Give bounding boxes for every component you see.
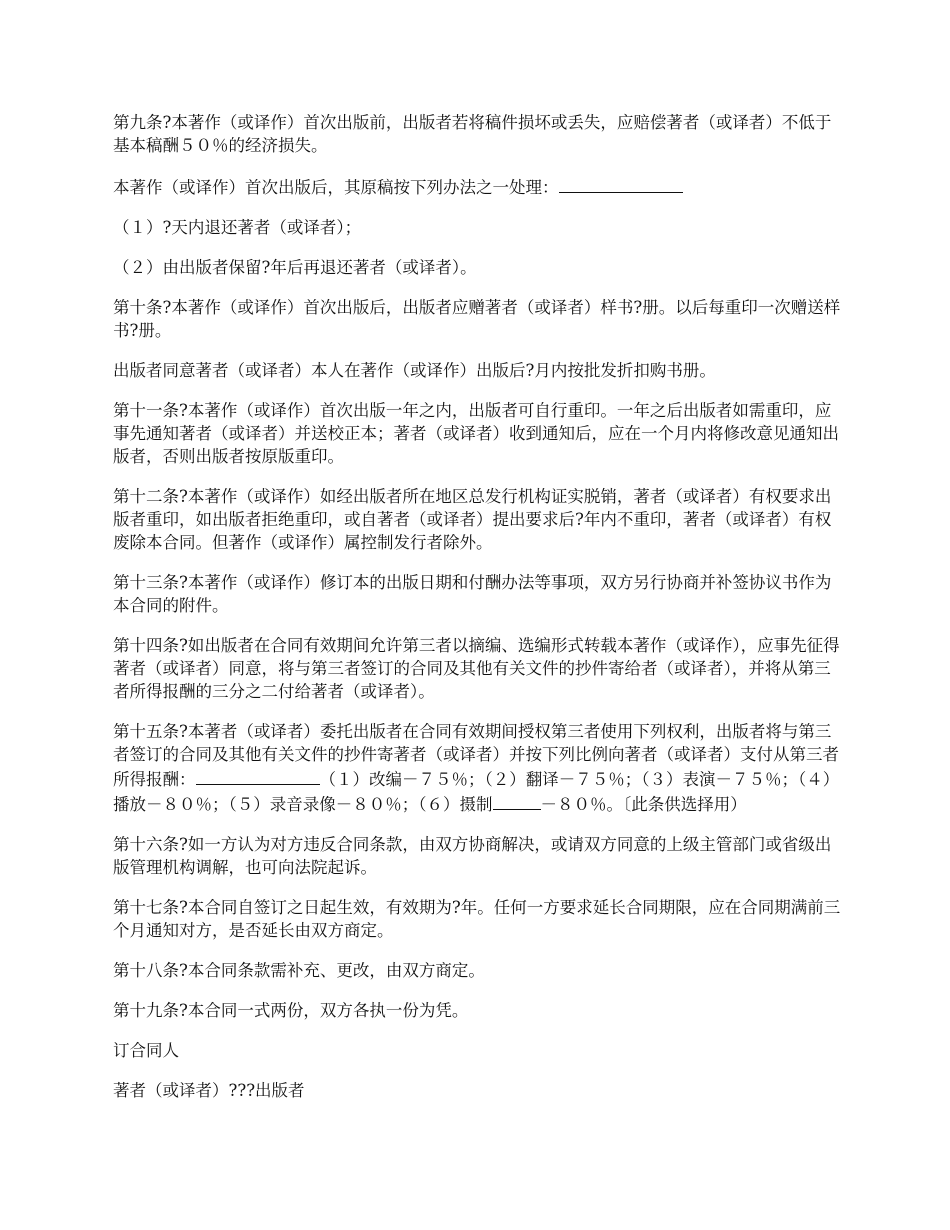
- option-2-text: （２）由出版者保留?年后再退还著者（或译者）。: [113, 258, 477, 277]
- clause-18-text: 第十八条?本合同条款需补充、更改，由双方商定。: [113, 961, 485, 980]
- clause-13: [113, 571, 843, 617]
- clause-15-text-part2: （１）改编－７５％；（２）翻译－７５％；（３）表演－７５％；（４）播放－８０％；（５）录音录像－８０％；（６）摄制: [113, 770, 840, 814]
- option-1: [113, 216, 843, 239]
- clause-17-text: 第十七条?本合同自签订之日起生效，有效期为?年。任何一方要求延长合同期限，应在合同期满前三个月通知对方，是否延长由双方商定。: [113, 898, 841, 940]
- manuscript-handling-blank: [559, 174, 683, 193]
- clause-15: [113, 720, 843, 816]
- clause-12: [113, 485, 843, 554]
- clause-11-text: 第十一条?本著作（或译作）首次出版一年之内，出版者可自行重印。一年之后出版者如需重印，应事先通知著者（或译者）并送校正本；著者（或译者）收到通知后，应在一个月内将修改意见通知出版者，否则出版者按原版重印。: [113, 401, 839, 466]
- clause-11: [113, 399, 843, 468]
- clause-15-text-part3: －８０％。〔此条供选择用）: [540, 795, 747, 814]
- clause-19-text: 第十九条?本合同一式两份，双方各执一份为凭。: [113, 1001, 469, 1020]
- clause-14-text: 第十四条?如出版者在合同有效期间允许第三者以摘编、选编形式转载本著作（或译作），应事先征得著者（或译者）同意，将与第三者签订的合同及其他有关文件的抄件寄给者（或译者），并将从第三者所得报酬的三分之二付给著者（或译者）。: [113, 636, 840, 701]
- discount-purchase-paragraph: [113, 359, 843, 382]
- clause-16-text: 第十六条?如一方认为对方违反合同条款，由双方协商解决，或请双方同意的上级主管部门或省级出版管理机构调解，也可向法院起诉。: [113, 835, 832, 877]
- manuscript-handling-paragraph: [113, 174, 843, 199]
- option-1-text: （１）?天内退还著者（或译者）；: [113, 218, 362, 237]
- clause-18: [113, 959, 843, 982]
- clause-13-text: 第十三条?本著作（或译作）修订本的出版日期和付酬办法等事项，双方另行协商并补签协议书作为本合同的附件。: [113, 573, 832, 615]
- clause-9-text: 第九条?本著作（或译作）首次出版前，出版者若将稿件损坏或丢失，应赔偿著者（或译者）不低于基本稿酬５０％的经济损失。: [113, 113, 832, 155]
- clause-15-payment-blank: [196, 766, 320, 785]
- signatories-heading: [113, 1039, 843, 1062]
- clause-16: [113, 833, 843, 879]
- clause-12-text: 第十二条?本著作（或译作）如经出版者所在地区总发行机构证实脱销，著者（或译者）有权要求出版者重印，如出版者拒绝重印，或自著者（或译者）提出要求后?年内不重印，著者（或译者）有权废除本合同。但著作（或译作）属控制发行者除外。: [113, 487, 832, 552]
- document-body: [113, 111, 843, 1119]
- signatories-line: [113, 1079, 843, 1102]
- clause-19: [113, 999, 843, 1022]
- option-2: [113, 256, 843, 279]
- clause-14: [113, 634, 843, 703]
- clause-9: [113, 111, 843, 157]
- manuscript-handling-text: 本著作（或译作）首次出版后，其原稿按下列办法之一处理：: [113, 178, 559, 197]
- clause-10-text: 第十条?本著作（或译作）首次出版后，出版者应赠著者（或译者）样书?册。以后每重印一次赠送样书?册。: [113, 298, 841, 340]
- clause-15-text-part1: 第十五条?本著者（或译者）委托出版者在合同有效期间授权第三者使用下列权利，出版者将与第三者签订的合同及其他有关文件的抄件寄著者（或译者）并按下列比例向著者（或译者）支付从第三者所得报酬：: [113, 722, 839, 789]
- signatories-heading-text: 订合同人: [113, 1041, 179, 1060]
- clause-10: [113, 296, 843, 342]
- signatories-text: 著者（或译者）???出版者: [113, 1081, 305, 1100]
- discount-purchase-text: 出版者同意著者（或译者）本人在著作（或译作）出版后?月内按批发折扣购书册。: [113, 361, 716, 380]
- clause-15-filming-blank: [493, 791, 541, 810]
- clause-17: [113, 896, 843, 942]
